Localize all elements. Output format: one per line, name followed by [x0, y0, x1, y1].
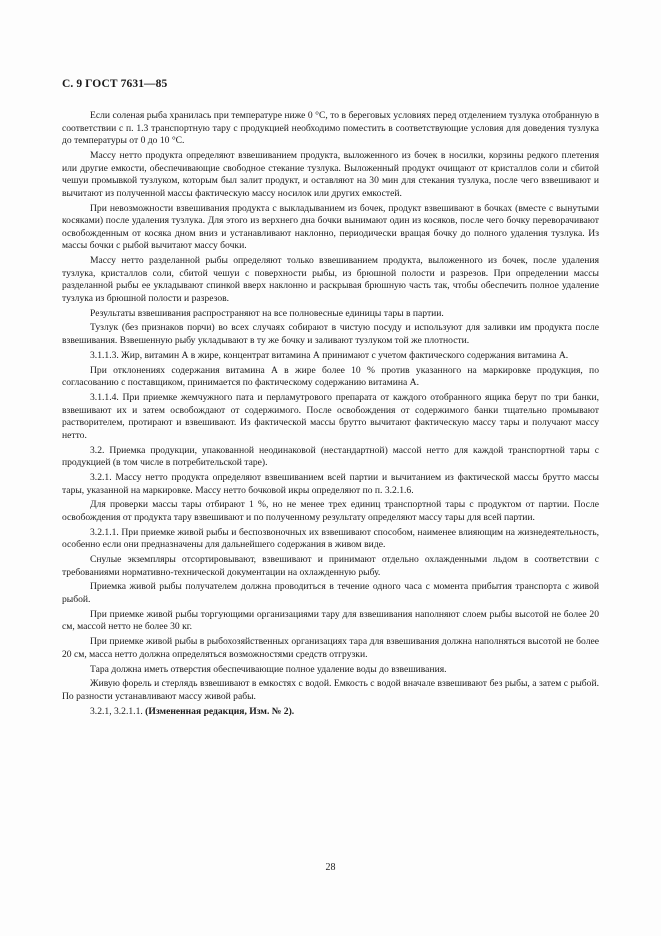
- paragraph: Снулые экземпляры отсортировывают, взвешивают и принимают отдельно охлажденными льдом в соответствии с требованиями нормативно-технической документации на охлажденную рыбу.: [62, 554, 599, 578]
- paragraph: Массу нетто продукта определяют взвешиванием продукта, выложенного из бочек в носилки, корзины редкого плетения или другие емкости, обеспечивающие свободное стекание тузлука. Выложенный продукт очищают от кристаллов соли и сбитой чешуи промывкой тузлуком, которым был залит продукт, и оставляют на 30 мин для стекания тузлука, после чего взвешивают и вычитают из полученной массы фактическую массу носилок или других емкостей.: [62, 149, 599, 199]
- amendment-note: [62, 706, 599, 719]
- paragraph: Для проверки массы тары отбирают 1 %, но не менее трех единиц транспортной тары с продуктом от партии. После освобождения от продукта тару взвешивают и по полученному результату определяют массу тары для всей партии.: [62, 499, 599, 523]
- amendment-bold: (Измененная редакция, Изм. № 2).: [145, 705, 295, 717]
- paragraph: 3.2. Приемка продукции, упакованной неодинаковой (нестандартной) массой нетто для каждой транспортной тары с продукцией (в том числе в потребительской таре).: [62, 444, 599, 469]
- paragraph: 3.1.1.3. Жир, витамин А в жире, концентрат витамина А принимают с учетом фактического содержания витамина А.: [90, 349, 569, 361]
- paragraph: 3.2.1.1. При приемке живой рыбы и беспозвоночных их взвешивают способом, наименее влияющим на жизнедеятельность, особенно если они предназначены для дальнейшего содержания в живом виде.: [62, 526, 599, 551]
- paragraph: При приемке живой рыбы торгующими организациями тару для взвешивания наполняют слоем рыбы высотой не более 20 см, массой нетто не более 30 кг.: [62, 608, 599, 633]
- paragraph: При приемке живой рыбы в рыбохозяйственных организациях тара для взвешивания должна наполняться высотой не более 20 см, масса нетто должна определяться возможностями средств отгрузки.: [62, 636, 599, 660]
- paragraph: При невозможности взвешивания продукта с выкладыванием из бочек, продукт взвешивают в бочках (вместе с вынутыми косяками) после удаления тузлука. Для этого из верхнего дна бочки вынимают один из косяков, после чего бочку переворачивают освобожденным от косяка дном вниз и устанавливают наклонно, периодически вращая бочку до полного удаления тузлука. Из массы бочки с рыбой вычитают массу бочки.: [62, 202, 599, 252]
- paragraph: 3.2.1. Массу нетто продукта определяют взвешиванием всей партии и вычитанием из фактической массы брутто массы тары, указанной на маркировке. Массу нетто бочковой икры определяют по п. 3.2.1.6.: [62, 471, 599, 496]
- page-number: 28: [325, 862, 336, 873]
- paragraph: Массу нетто разделанной рыбы определяют только взвешиванием продукта, выложенного из бочек, после удаления тузлука, кристаллов соли, сбитой чешуи с поверхности рыбы, из брюшной полости и разрезов. При определении массы разделанной рыбы ее укладывают спинкой вверх наклонно и раскрывая брюшную часть так, чтобы обеспечить полное удаление тузлука из брюшной полости и разрезов.: [62, 255, 599, 304]
- paragraph: При отклонениях содержания витамина А в жире более 10 % против указанного на маркировке продукция, по согласованию с поставщиком, принимается по фактическому содержанию витамина А.: [62, 364, 599, 389]
- paragraph: Живую форель и стерлядь взвешивают в емкостях с водой. Емкость с водой вначале взвешивают без рыбы, а затем с рыбой. По разности устанавливают массу живой рабы.: [62, 678, 599, 702]
- body-text: [62, 110, 599, 720]
- paragraph: Результаты взвешивания распространяют на все полновесные единицы тары в партии.: [90, 307, 444, 319]
- paragraph: Если соленая рыба хранилась при температуре ниже 0 °С, то в береговых условиях перед отделением тузлука отобранную в соответствии с п. 1.3 транспортную тару с продукцией необходимо поместить в соответствующие условия для доведения тузлука до температуры от 0 до 10 °С.: [62, 110, 599, 147]
- paragraph: Тара должна иметь отверстия обеспечивающие полное удаление воды до взвешивания.: [90, 663, 447, 675]
- paragraph: Тузлук (без признаков порчи) во всех случаях собирают в чистую посуду и используют для заливки им продукта после взвешивания. Взвешенную рыбу укладывают в ту же бочку и заливают тузлуком той же плотности.: [62, 322, 599, 347]
- paragraph: 3.1.1.4. При приемке жемчужного пата и перламутрового препарата от каждого отобранного ящика берут по три банки, взвешивают их и затем освобождают от содержимого. После освобождения от содержимого банки тщательно промывают растворителем, протирают и взвешивают. Из фактической массы брутто вычитают фактическую массу тары и получают массу нетто.: [62, 391, 599, 441]
- paragraph: Приемка живой рыбы получателем должна проводиться в течение одного часа с момента прибытия транспорта с живой рыбой.: [62, 581, 599, 605]
- page-header: С. 9 ГОСТ 7631—85: [62, 78, 168, 90]
- amendment-prefix: 3.2.1, 3.2.1.1.: [90, 705, 146, 717]
